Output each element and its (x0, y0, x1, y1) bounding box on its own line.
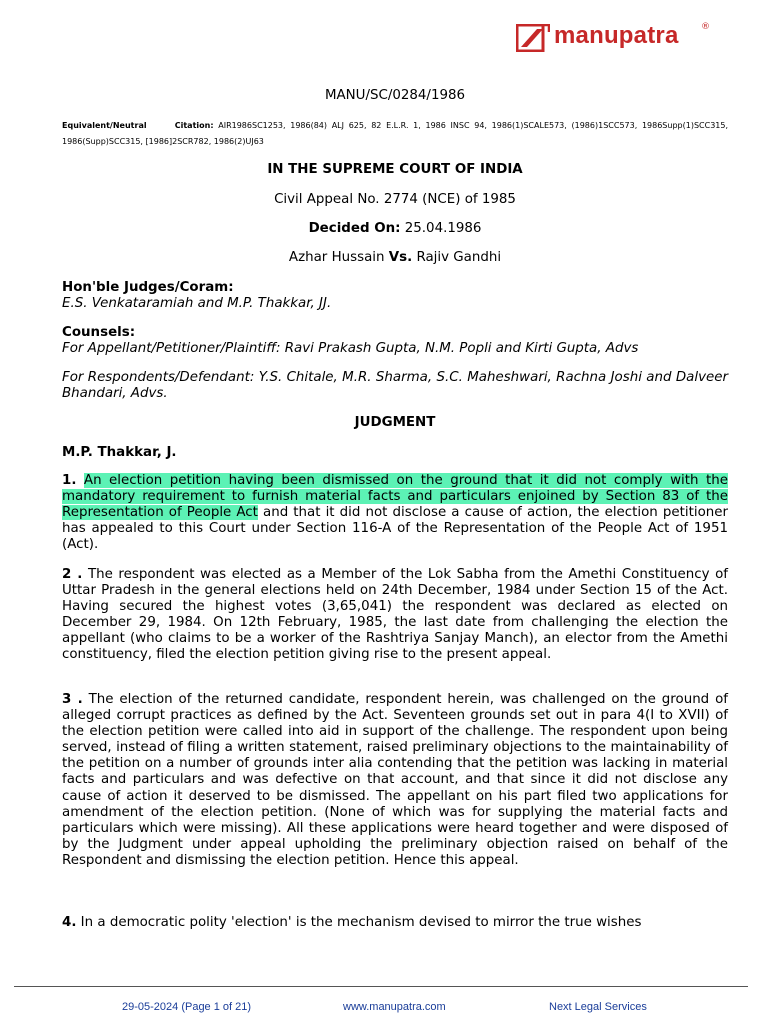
paragraph-number: 4. (62, 915, 77, 930)
judgment-title: JUDGMENT (354, 415, 436, 430)
paragraph-text: The respondent was elected as a Member of the Lok Sabha from the Amethi Constituency of Uttar Pradesh in the general elections held on 24th December, 1984 under Section 15 of the Act. Having secured the highest votes (3,65,041) the respondent was declared as elected on December 29, 1984. On 12th February, 1985, the last date from challenging the election the appellant (who claims to be a worker of the Rashtriya Sanjay Manch), an elector from the Amethi constituency, filed the election petition giving rise to the present appeal. (62, 567, 728, 663)
paragraph-text: and that it did not disclose a cause of action, the election petitioner has appealed to this Court under Section 116-A of the Representation of the People Act of 1951 (Act). (62, 505, 728, 553)
manu-citation: MANU/SC/0284/1986 (324, 88, 466, 103)
highlighted-text: An election petition having been dismissed on the ground that it did not comply with the mandatory requirement to furnish material facts and particulars enjoined by Section 83 of the Representation of People Act (62, 473, 728, 521)
party-appellant: Azhar Hussain (288, 250, 385, 265)
manupatra-logo (516, 20, 710, 56)
equivalent-citation (62, 118, 728, 150)
judges-names: E.S. Venkataramiah and M.P. Thakkar, JJ. (62, 296, 332, 311)
footer-divider (14, 986, 748, 987)
paragraph-number: 3 . (62, 692, 83, 707)
citation-label: Equivalent/Neutral (62, 121, 147, 130)
versus: Vs. (388, 250, 413, 265)
paragraph-text: The election of the returned candidate, respondent herein, was challenged on the ground of alleged corrupt practices as defined by the Act. Seventeen grounds set out in para 4(I to XVII) of the election petition were called into aid in support of the challenge. The respondent upon being served, instead of filing a written statement, raised preliminary objections to the maintainability of the petition on a number of grounds inter alia contending that the petition was lacking in material facts and particulars and was defective on that account, and that since it did not disclose any cause of action it deserved to be dismissed. The appellant on his part filed two applications for amendment of the election petition. (None of which was for supplying the material facts and particulars which were missing). All these applications were heard together and were disposed of by the Judgment under appeal upholding the preliminary objection raised on behalf of the Respondent and dismissing the election petition. Hence this appeal. (62, 692, 728, 868)
paragraph-1 (62, 473, 728, 553)
paragraph-4 (62, 915, 728, 931)
counsels-section (62, 325, 728, 357)
judges-section (62, 280, 728, 312)
court-name: IN THE SUPREME COURT OF INDIA (267, 162, 523, 177)
citation-label-2: Citation: (174, 121, 214, 130)
citation-text: AIR1986SC1253, 1986(84) ALJ 625, 82 E.L.R. 1, 1986 INSC 94, 1986(1)SCALE573, (1986)1SCC573, 1986Supp(1)SCC315, 1986(Supp)SCC315, [1986]2SCR782, 1986(2)UJ63 (62, 121, 729, 146)
paragraph-3 (62, 692, 728, 869)
paragraph-text: In a democratic polity 'election' is the mechanism devised to mirror the true wishes (80, 915, 642, 930)
counsels-heading: Counsels: (62, 325, 136, 340)
footer-tagline: Next Legal Services (549, 1001, 647, 1013)
paragraph-2 (62, 567, 728, 664)
registered-mark: ® (701, 22, 710, 32)
case-parties (62, 250, 728, 265)
footer-page-info: 29-05-2024 (Page 1 of 21) (122, 1001, 252, 1013)
counsels-respondent: For Respondents/Defendant: Y.S. Chitale, M.R. Sharma, S.C. Maheshwari, Rachna Joshi and Dalveer Bhandari, Advs. (62, 370, 728, 401)
judges-heading: Hon'ble Judges/Coram: (62, 280, 234, 295)
appeal-number: Civil Appeal No. 2774 (NCE) of 1985 (274, 192, 516, 207)
footer-website-link[interactable]: www.manupatra.com (343, 1001, 446, 1013)
manupatra-logo-icon (516, 24, 550, 52)
paragraph-number: 1. (62, 473, 77, 488)
party-respondent: Rajiv Gandhi (416, 250, 502, 265)
judgment-author: M.P. Thakkar, J. (62, 445, 177, 460)
counsels-appellant: For Appellant/Petitioner/Plaintiff: Ravi Prakash Gupta, N.M. Popli and Kirti Gupta, Advs (62, 341, 639, 356)
logo-brand-text: manupatra (554, 22, 679, 49)
decided-label: Decided On: (308, 221, 401, 236)
paragraph-number: 2 . (62, 567, 83, 582)
decided-on (62, 221, 728, 236)
decided-date: 25.04.1986 (404, 221, 482, 236)
